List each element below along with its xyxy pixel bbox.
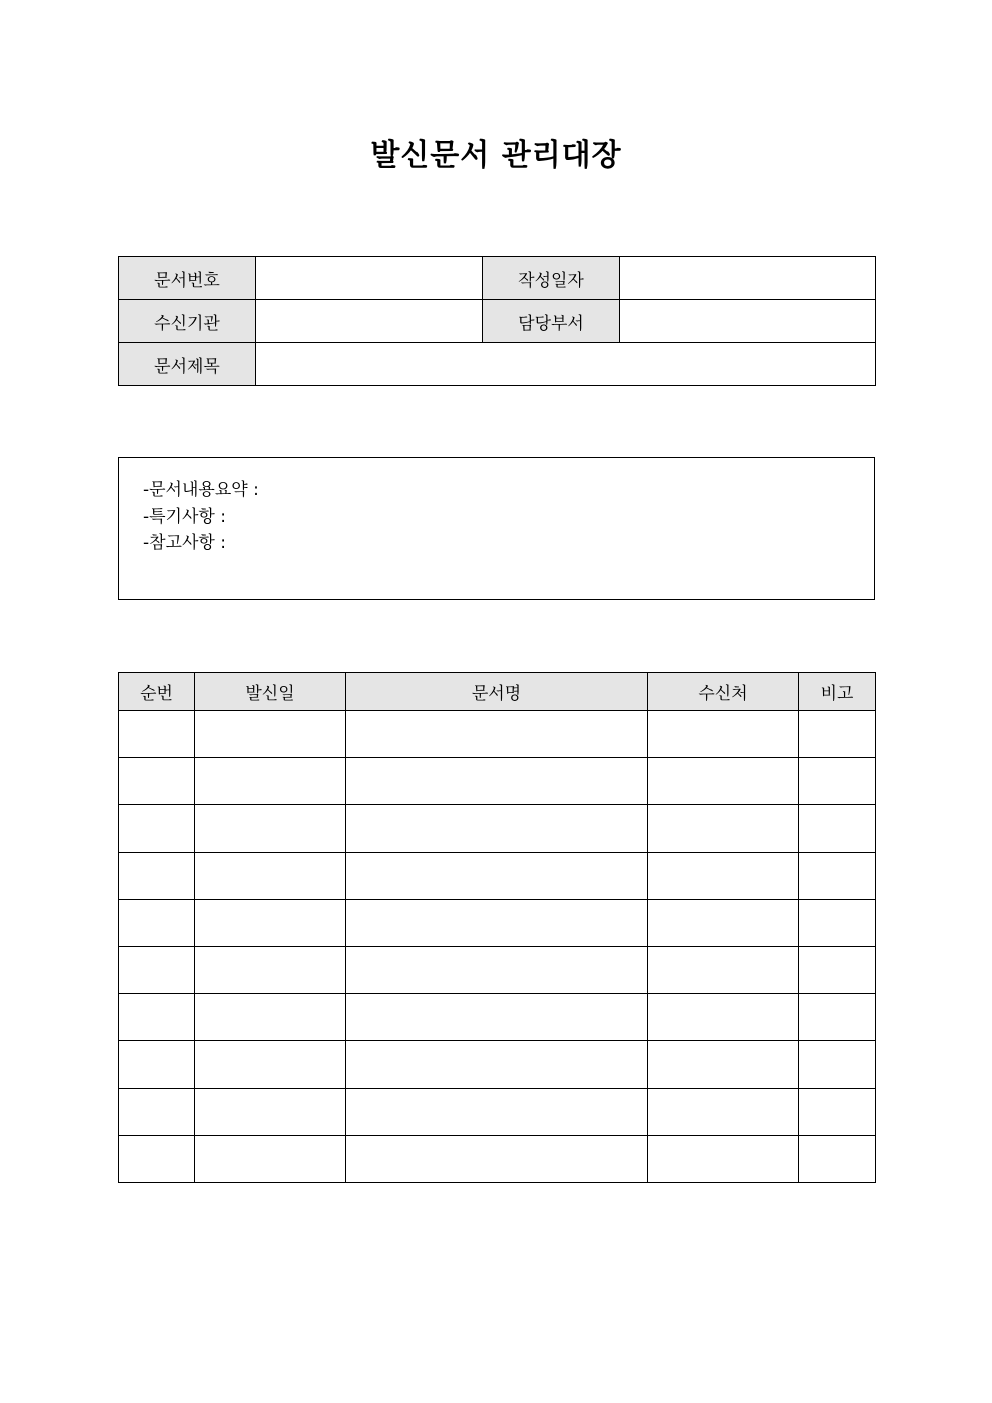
table-cell[interactable]	[346, 711, 648, 758]
table-row	[119, 946, 876, 993]
dept-label: 담당부서	[483, 300, 620, 343]
doc-number-label: 문서번호	[119, 257, 256, 300]
table-cell[interactable]	[195, 711, 346, 758]
log-body	[119, 711, 876, 1183]
table-cell[interactable]	[346, 758, 648, 805]
table-cell[interactable]	[799, 805, 876, 852]
table-cell[interactable]	[648, 1041, 799, 1088]
table-cell[interactable]	[346, 805, 648, 852]
table-cell[interactable]	[195, 852, 346, 899]
table-cell[interactable]	[648, 711, 799, 758]
table-row	[119, 805, 876, 852]
column-header-sent-date: 발신일	[195, 673, 346, 711]
reference-note: -참고사항 :	[143, 533, 226, 553]
table-cell[interactable]	[648, 946, 799, 993]
table-cell[interactable]	[346, 899, 648, 946]
table-cell[interactable]	[799, 852, 876, 899]
table-cell[interactable]	[195, 1088, 346, 1135]
date-written-field[interactable]	[620, 257, 876, 300]
info-row-title	[119, 343, 876, 386]
table-cell[interactable]	[119, 805, 195, 852]
table-cell[interactable]	[346, 1041, 648, 1088]
table-cell[interactable]	[195, 1041, 346, 1088]
table-cell[interactable]	[195, 946, 346, 993]
table-cell[interactable]	[346, 1135, 648, 1182]
doc-number-field[interactable]	[256, 257, 483, 300]
dispatch-log-table	[118, 672, 876, 1183]
table-cell[interactable]	[799, 1041, 876, 1088]
table-row	[119, 758, 876, 805]
column-header-doc-name: 문서명	[346, 673, 648, 711]
table-row	[119, 994, 876, 1041]
table-row	[119, 852, 876, 899]
table-cell[interactable]	[648, 758, 799, 805]
table-cell[interactable]	[799, 994, 876, 1041]
table-row	[119, 1041, 876, 1088]
dept-field[interactable]	[620, 300, 876, 343]
log-header-row	[119, 673, 876, 711]
table-cell[interactable]	[648, 1135, 799, 1182]
table-cell[interactable]	[195, 899, 346, 946]
table-cell[interactable]	[648, 994, 799, 1041]
table-cell[interactable]	[648, 899, 799, 946]
table-cell[interactable]	[346, 946, 648, 993]
info-row-recipient-dept	[119, 300, 876, 343]
table-row	[119, 899, 876, 946]
table-cell[interactable]	[119, 994, 195, 1041]
table-cell[interactable]	[119, 946, 195, 993]
document-info-table	[118, 256, 876, 386]
table-cell[interactable]	[119, 711, 195, 758]
table-cell[interactable]	[799, 758, 876, 805]
table-row	[119, 1135, 876, 1182]
page-title: 발신문서 관리대장	[370, 138, 622, 173]
table-row	[119, 1088, 876, 1135]
summary-note: -문서내용요약 :	[143, 480, 259, 500]
table-cell[interactable]	[799, 946, 876, 993]
doc-title-label: 문서제목	[119, 343, 256, 386]
table-cell[interactable]	[195, 994, 346, 1041]
column-header-notes: 비고	[799, 673, 876, 711]
table-cell[interactable]	[195, 758, 346, 805]
table-row	[119, 711, 876, 758]
table-cell[interactable]	[648, 852, 799, 899]
info-row-number-date	[119, 257, 876, 300]
table-cell[interactable]	[195, 1135, 346, 1182]
recipient-org-field[interactable]	[256, 300, 483, 343]
table-cell[interactable]	[799, 1088, 876, 1135]
table-cell[interactable]	[119, 1135, 195, 1182]
table-cell[interactable]	[119, 1088, 195, 1135]
table-cell[interactable]	[119, 852, 195, 899]
table-cell[interactable]	[648, 1088, 799, 1135]
table-cell[interactable]	[799, 1135, 876, 1182]
table-cell[interactable]	[119, 758, 195, 805]
table-cell[interactable]	[119, 1041, 195, 1088]
notes-box[interactable]	[118, 457, 875, 600]
table-cell[interactable]	[799, 899, 876, 946]
table-cell[interactable]	[346, 1088, 648, 1135]
doc-title-field[interactable]	[256, 343, 876, 386]
column-header-recipient: 수신처	[648, 673, 799, 711]
table-cell[interactable]	[346, 852, 648, 899]
table-cell[interactable]	[648, 805, 799, 852]
table-cell[interactable]	[799, 711, 876, 758]
recipient-org-label: 수신기관	[119, 300, 256, 343]
table-cell[interactable]	[346, 994, 648, 1041]
table-cell[interactable]	[195, 805, 346, 852]
notes-list	[119, 458, 874, 557]
date-written-label: 작성일자	[483, 257, 620, 300]
table-cell[interactable]	[119, 899, 195, 946]
remarks-note: -특기사항 :	[143, 506, 226, 527]
column-header-seq: 순번	[119, 673, 195, 711]
